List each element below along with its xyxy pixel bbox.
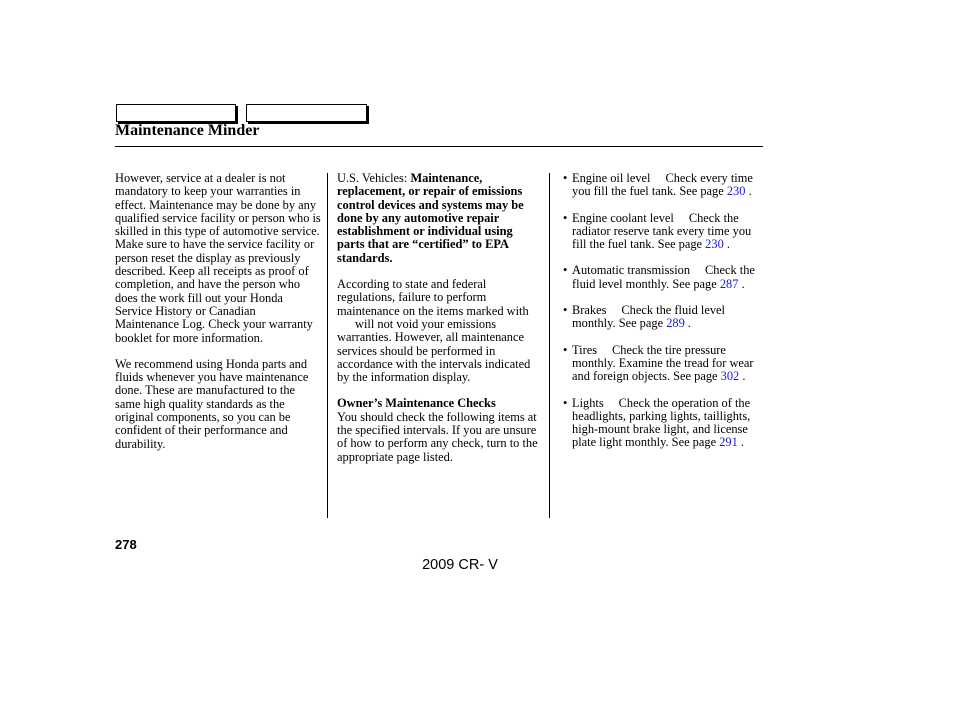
check-item-end: . xyxy=(726,237,730,252)
column-right xyxy=(563,172,768,450)
check-item-text: Check the operation of the headlights, parking lights, taillights, high-mount brake light, and license plate light monthly. See page xyxy=(572,395,751,450)
us-vehicles-paragraph xyxy=(337,172,541,265)
page-number: 278 xyxy=(115,537,137,552)
page-link[interactable]: 230 xyxy=(705,237,724,252)
check-item-name: Brakes xyxy=(572,303,607,318)
check-item-end: . xyxy=(687,316,691,331)
owners-checks-paragraph: You should check the following items at the specified intervals. If you are unsure of how to perform any check, turn to the appropriate page listed. xyxy=(337,409,538,464)
dealer-service-paragraph: However, service at a dealer is not mandatory to keep your warranties in effect. Maintenance may be done by any qualified service facility or person who is skilled in this type of automotive service. Make sure to have the service facility or person reset the display as previously described. Keep all receipts as proof of completion, and have the person who does the work fill out your Honda Service History or Canadian Maintenance Log. Check your warranty booklet for more information. xyxy=(115,171,321,345)
check-item-text: Check the fluid level monthly. See page xyxy=(572,303,725,331)
check-item-name: Automatic transmission xyxy=(572,263,691,278)
column-divider-2 xyxy=(549,173,550,518)
us-vehicles-lead: U.S. Vehicles: xyxy=(337,171,411,185)
check-item-name: Engine coolant level xyxy=(572,210,674,225)
check-item-end: . xyxy=(741,276,745,291)
check-item-end: . xyxy=(740,435,744,450)
honda-parts-paragraph: We recommend using Honda parts and fluids whenever you have maintenance done. These are manufactured to the same high quality standards as the original components, so you can be confident of their performance and durability. xyxy=(115,356,309,451)
check-item-text: Check the tire pressure monthly. Examine the tread for wear and foreign objects. See page xyxy=(572,342,754,384)
page-link[interactable]: 302 xyxy=(720,369,740,384)
footer-model xyxy=(0,557,954,573)
list-item xyxy=(563,212,768,252)
title-divider xyxy=(115,146,763,147)
bullet-glyph: • xyxy=(563,395,568,410)
check-item-text: Check the fluid level monthly. See page xyxy=(572,263,755,291)
list-item xyxy=(563,172,768,199)
list-item xyxy=(563,304,768,331)
check-item-name: Engine oil level xyxy=(572,171,651,185)
check-item-end: . xyxy=(742,369,746,384)
column-divider-1 xyxy=(327,173,328,518)
check-item-name: Tires xyxy=(572,342,598,357)
list-item xyxy=(563,397,768,450)
column-middle xyxy=(337,172,541,464)
page-link[interactable]: 230 xyxy=(726,184,746,199)
owners-checks-heading: Owner’s Maintenance Checks xyxy=(337,396,496,411)
model-name: 2009 CR- V xyxy=(422,557,498,573)
bullet-glyph: • xyxy=(563,263,568,278)
list-item xyxy=(563,264,768,291)
page-link[interactable]: 287 xyxy=(719,276,739,291)
page-title: Maintenance Minder xyxy=(115,122,260,139)
check-item-text: Check every time you fill the fuel tank. See page xyxy=(572,171,753,199)
bullet-glyph: • xyxy=(563,342,568,357)
bullet-glyph: • xyxy=(563,171,568,185)
nav-button-1[interactable] xyxy=(116,104,236,122)
check-item-name: Lights xyxy=(572,395,604,410)
list-item xyxy=(563,344,768,384)
bullet-glyph: • xyxy=(563,210,568,225)
epa-statement: Maintenance, replacement, or repair of emissions control devices and systems may be done by any automotive repair establishment or individual using parts that are “certified” to EPA standards. xyxy=(337,171,524,265)
regulations-text-b: will not void your emissions warranties. However, all maintenance services should be performed in accordance with the intervals indicated by the information display. xyxy=(337,316,531,385)
nav-button-2[interactable] xyxy=(246,104,367,122)
check-item-text: Check the radiator reserve tank every time you fill the fuel tank. See page xyxy=(572,210,752,252)
page-link[interactable]: 289 xyxy=(666,316,685,331)
column-left xyxy=(115,172,321,451)
bullet-glyph: • xyxy=(563,303,568,318)
page-link[interactable]: 291 xyxy=(719,435,738,450)
regulations-text-a: According to state and federal regulations, failure to perform maintenance on the items marked with xyxy=(337,277,529,318)
check-item-end: . xyxy=(748,184,752,199)
regulations-paragraph xyxy=(337,278,541,384)
